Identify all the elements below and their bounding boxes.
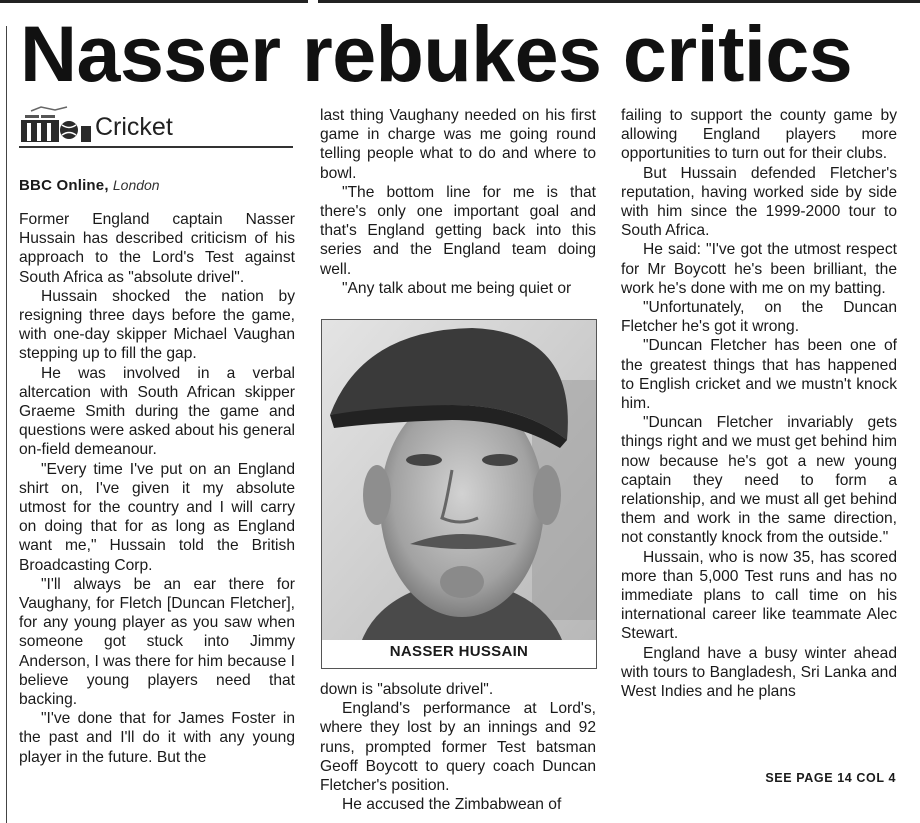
photo-caption: NASSER HUSSAIN	[389, 643, 529, 660]
headline: Nasser rebukes critics	[20, 9, 853, 98]
paragraph: He said: "I've got the utmost respect for Mr Boycott he's been brilliant, the work he's done with me on my batting.	[621, 241, 897, 297]
paragraph: last thing Vaughany needed on his first game in charge was me going round telling people what to do and where to bowl.	[320, 107, 596, 182]
paragraph: "I'll always be an ear there for Vaughany, for Fletch [Duncan Fletcher], for any young player as you saw when someone got stuck into Jimmy Anderson, I was there for him because I believe young players need that backing.	[19, 575, 295, 709]
left-column-rule	[6, 26, 7, 823]
article-column-2-bottom	[320, 680, 596, 814]
paragraph: "I've done that for James Foster in the past and I'll do it with any young player in the future. But the	[19, 710, 295, 766]
paragraph: England's performance at Lord's, where they lost by an innings and 92 runs, prompted former Test batsman Geoff Boycott to query coach Duncan Fletcher's position.	[320, 700, 596, 795]
photo-frame	[321, 319, 597, 669]
paragraph: Hussain, who is now 35, has scored more than 5,000 Test runs and has no immediate plans to call time on his international career like teammate Alec Stewart.	[621, 548, 897, 643]
paragraph: "Duncan Fletcher invariably gets things right and we must get behind him now because he's got a new young captain they need to form a relationship, and we must all get behind them and work in the same direction, not constantly knock from the outside."	[621, 414, 897, 547]
article-column-2-top	[320, 106, 596, 298]
paragraph: "Duncan Fletcher has been one of the greatest things that has happened to English cricket and we mustn't knock him.	[621, 337, 897, 413]
paragraph: England have a busy winter ahead with tours to Bangladesh, Sri Lanka and West Indies and he plans	[621, 644, 897, 701]
article-column-1	[19, 210, 295, 767]
paragraph: Former England captain Nasser Hussain has described criticism of his approach to the Lord's Test against South Africa as "absolute drivel".	[19, 211, 295, 286]
paragraph: "Any talk about me being quiet or	[342, 279, 572, 297]
portrait-photo	[322, 320, 596, 640]
section-label	[19, 104, 295, 148]
cricket-stumps-icon	[19, 106, 93, 144]
paragraph: "The bottom line for me is that there's only one important goal and that's England getting back into this series and the England team doing well.	[320, 183, 596, 278]
paragraph: "Every time I've put on an England shirt on, I've given it my absolute utmost for the country and I will carry on doing that for as long as England want me," Hussain told the British Broadcasting Corp.	[19, 460, 295, 574]
paragraph: "Unfortunately, on the Duncan Fletcher he's got it wrong.	[621, 299, 897, 336]
section-name: Cricket	[95, 113, 173, 141]
paragraph: But Hussain defended Fletcher's reputation, having worked side by side with him since the 1999-2000 tour to South Africa.	[621, 164, 897, 240]
top-rule-left	[0, 0, 308, 3]
byline	[19, 176, 160, 195]
paragraph: He accused the Zimbabwean of	[342, 796, 562, 814]
article-column-3	[621, 106, 897, 701]
paragraph: down is "absolute drivel".	[320, 681, 494, 698]
paragraph: failing to support the county game by allowing England players more opportunities to turn out for their clubs.	[621, 107, 897, 163]
top-rule-right	[318, 0, 920, 3]
continuation-note: SEE PAGE 14 COL 4	[765, 771, 896, 785]
paragraph: He was involved in a verbal altercation with South African skipper Graeme Smith during the game and questions were asked about his general on-field demeanour.	[19, 364, 295, 459]
byline-location: London	[112, 177, 160, 193]
byline-source: BBC Online,	[19, 177, 109, 194]
paragraph: Hussain shocked the nation by resigning three days before the game, with one-day skipper Michael Vaughan stepping up to fill the gap.	[19, 287, 295, 363]
section-rule	[19, 146, 293, 148]
